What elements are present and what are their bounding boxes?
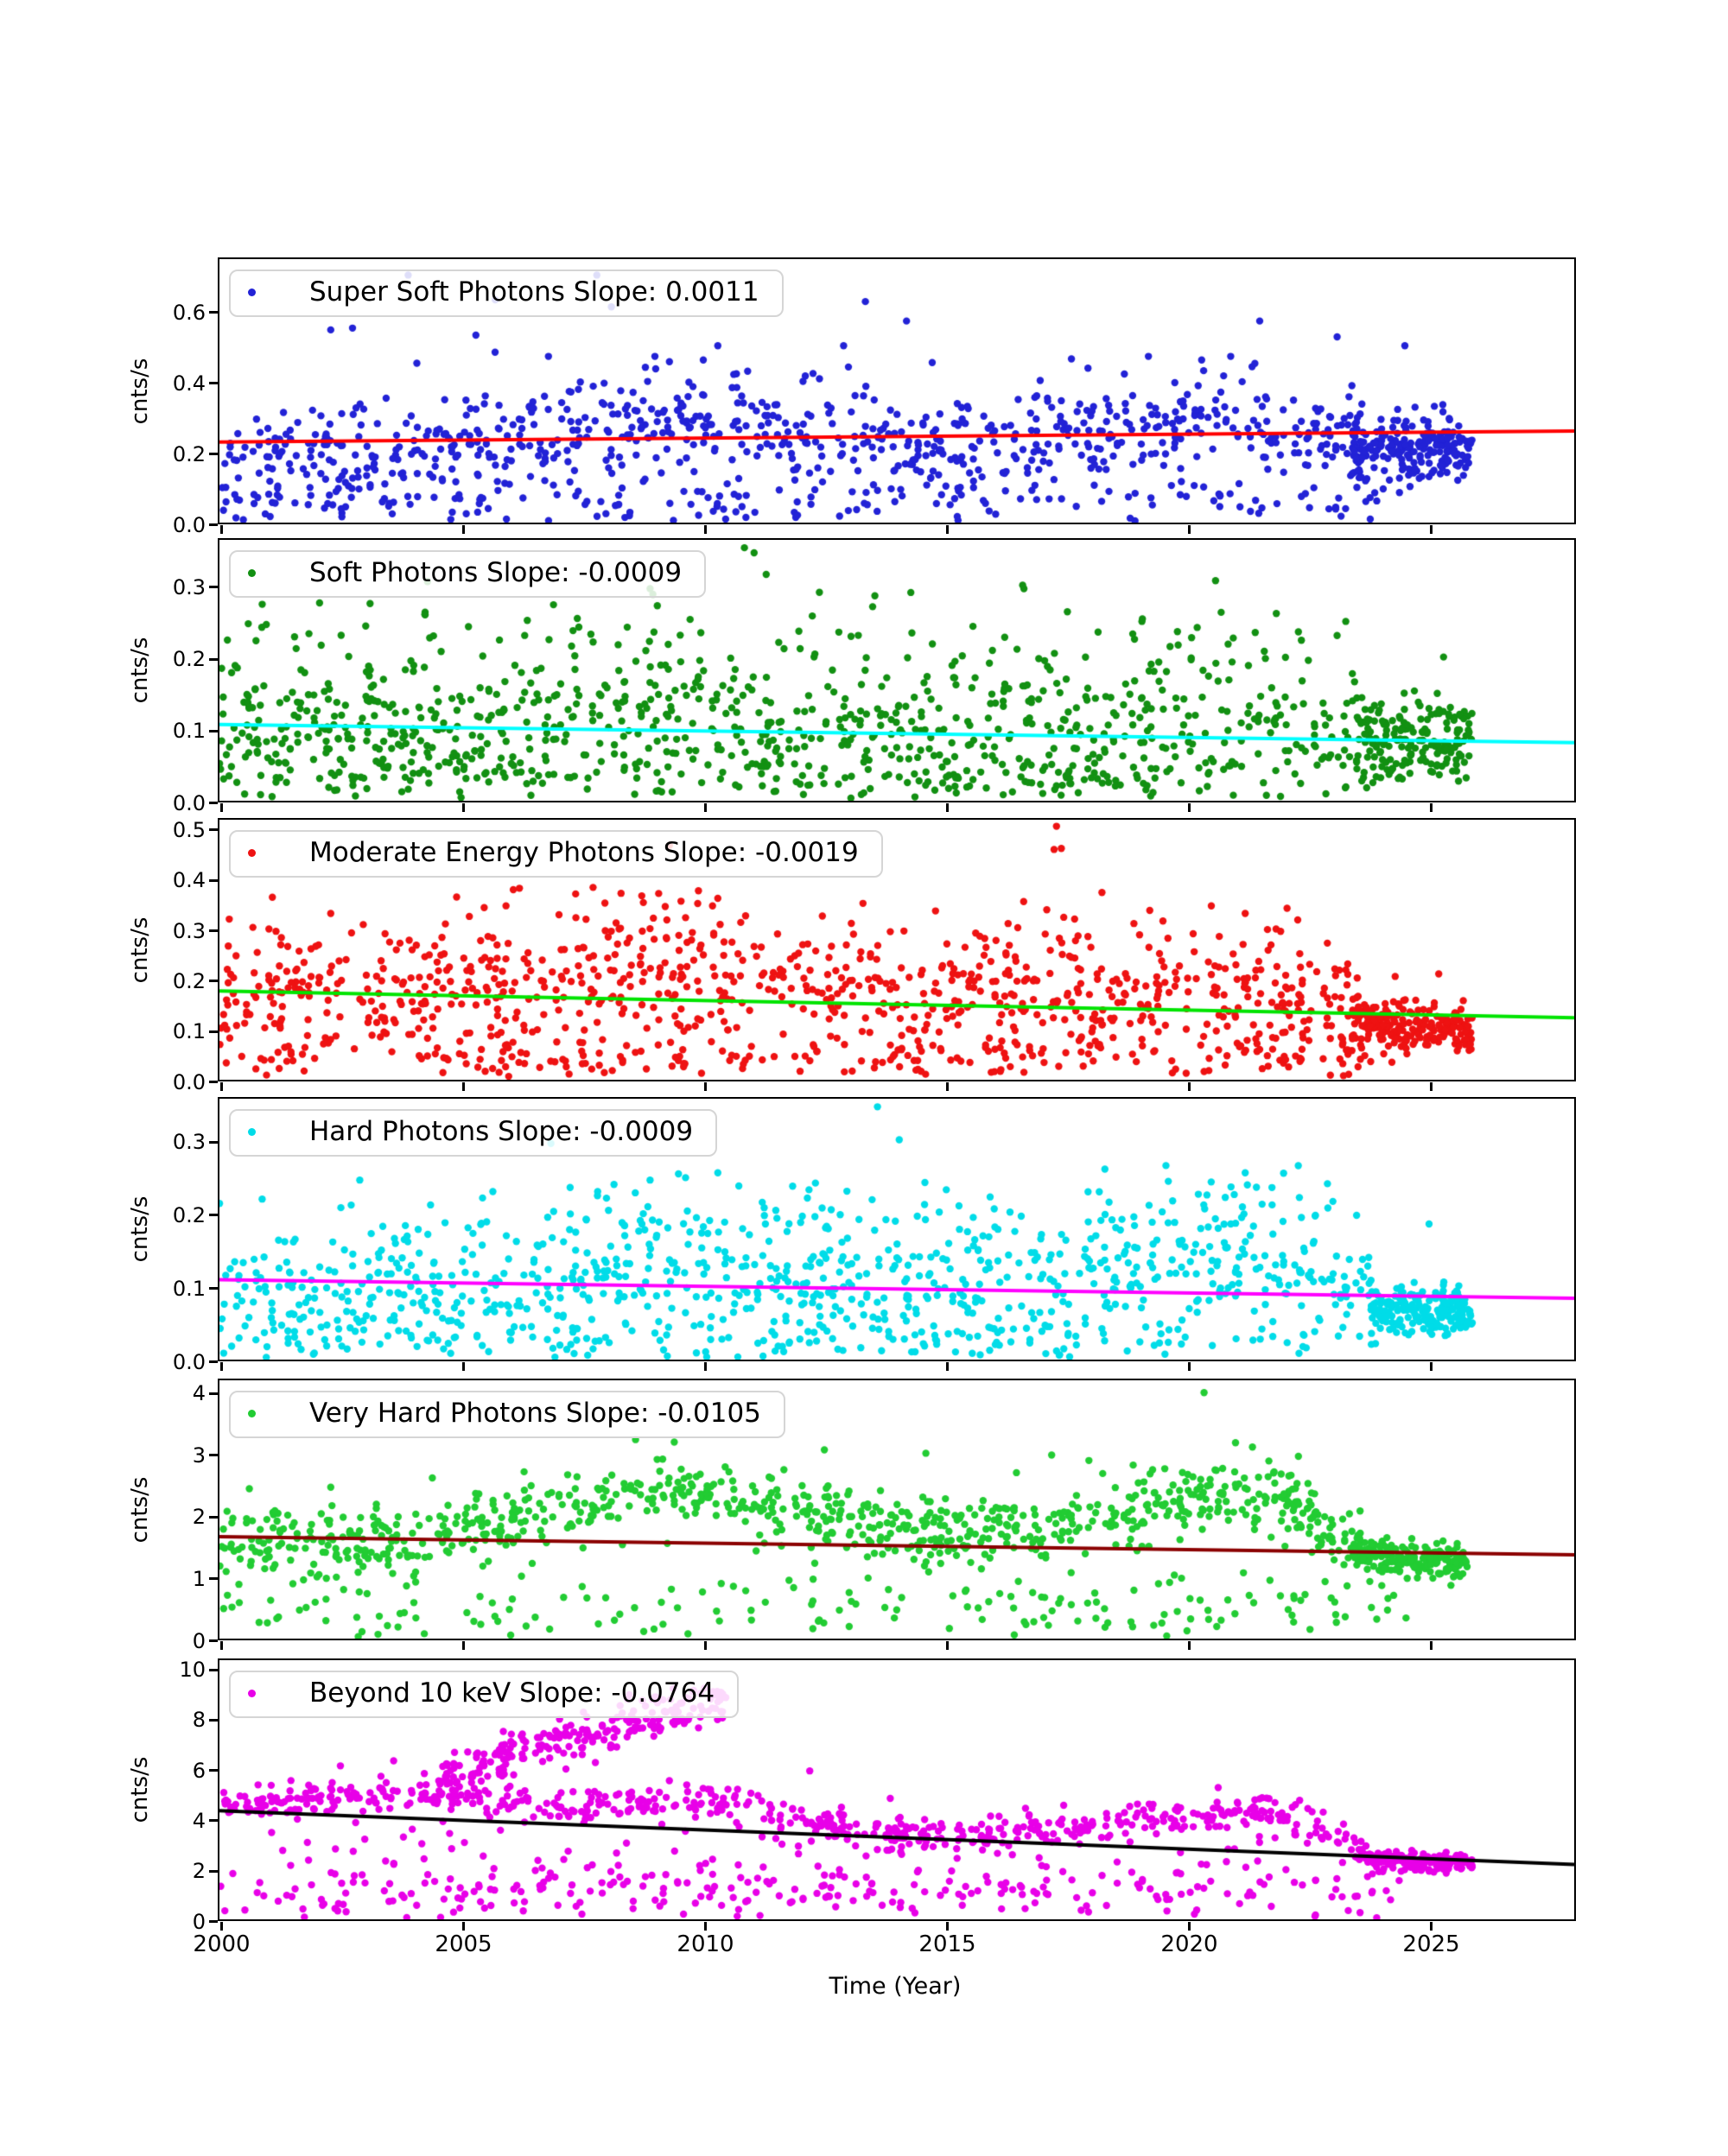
y-tick-label: 4 — [192, 1808, 206, 1833]
x-tick-mark — [1430, 1082, 1433, 1091]
x-tick-label: 2010 — [677, 1931, 734, 1957]
y-axis-label: cnts/s — [127, 1476, 153, 1543]
legend-marker-dot — [248, 1128, 256, 1136]
x-tick-label: 2015 — [918, 1931, 976, 1957]
x-tick-mark — [462, 1362, 465, 1371]
x-tick-mark — [462, 803, 465, 812]
y-tick-label: 0.4 — [172, 868, 206, 893]
y-tick-label: 0.3 — [172, 918, 206, 943]
x-tick-mark — [1430, 1362, 1433, 1371]
x-tick-mark — [704, 1362, 707, 1371]
x-tick-mark — [704, 1082, 707, 1091]
y-tick-label: 0.6 — [172, 300, 206, 325]
y-tick-mark — [209, 1360, 218, 1363]
panel-hard-photons — [127, 1097, 1576, 1374]
x-tick-mark — [1188, 525, 1191, 534]
x-tick-mark — [946, 1641, 949, 1650]
x-axis-label: Time (Year) — [829, 1973, 962, 2000]
x-tick-mark — [462, 525, 465, 534]
legend-label: Hard Photons Slope: -0.0009 — [309, 1116, 694, 1147]
y-axis-label: cnts/s — [127, 358, 153, 424]
y-tick-mark — [209, 828, 218, 831]
y-tick-mark — [209, 311, 218, 314]
y-tick-label: 0.0 — [172, 512, 206, 537]
legend-hard — [229, 1109, 717, 1157]
y-tick-label: 0.5 — [172, 817, 206, 842]
y-tick-label: 1 — [192, 1566, 206, 1591]
x-tick-mark — [946, 525, 949, 534]
y-axis-label: cnts/s — [127, 1756, 153, 1823]
y-tick-mark — [209, 1392, 218, 1395]
y-tick-label: 0.3 — [172, 574, 206, 599]
y-tick-mark — [209, 523, 218, 526]
legend-label: Moderate Energy Photons Slope: -0.0019 — [309, 837, 859, 868]
y-tick-mark — [209, 879, 218, 882]
x-tick-mark — [1430, 1922, 1433, 1931]
y-tick-mark — [209, 1870, 218, 1873]
legend-very-hard — [229, 1391, 785, 1438]
x-tick-mark — [704, 525, 707, 534]
legend-moderate — [229, 830, 883, 878]
y-tick-mark — [209, 1719, 218, 1722]
x-tick-mark — [704, 1922, 707, 1931]
y-tick-mark — [209, 658, 218, 661]
y-tick-label: 0.2 — [172, 968, 206, 993]
y-axis-label: cnts/s — [127, 916, 153, 983]
x-tick-mark — [1430, 803, 1433, 812]
y-tick-mark — [209, 1454, 218, 1456]
panel-very-hard-photons — [127, 1379, 1576, 1653]
x-tick-mark — [1188, 1082, 1191, 1091]
y-tick-mark — [209, 1669, 218, 1671]
x-tick-mark — [946, 1362, 949, 1371]
legend-beyond-10kev — [229, 1671, 739, 1718]
legend-soft — [229, 550, 706, 598]
y-axis-label: cnts/s — [127, 637, 153, 704]
y-tick-label: 4 — [192, 1381, 206, 1406]
y-tick-label: 0.0 — [172, 790, 206, 815]
x-tick-label: 2005 — [435, 1931, 492, 1957]
panel-super-soft-photons — [127, 257, 1576, 537]
legend-label: Super Soft Photons Slope: 0.0011 — [309, 276, 759, 308]
y-tick-mark — [209, 730, 218, 732]
legend-marker-dot — [248, 849, 256, 857]
legend-marker-dot — [248, 289, 256, 296]
x-tick-mark — [1188, 1362, 1191, 1371]
y-tick-label: 6 — [192, 1758, 206, 1783]
y-tick-label: 0.4 — [172, 371, 206, 396]
x-tick-mark — [1430, 1641, 1433, 1650]
y-tick-label: 2 — [192, 1859, 206, 1884]
x-tick-mark — [1430, 525, 1433, 534]
x-tick-mark — [704, 1641, 707, 1650]
legend-super-soft — [229, 270, 784, 317]
y-tick-mark — [209, 453, 218, 455]
y-tick-label: 0.0 — [172, 1069, 206, 1094]
y-tick-label: 0.2 — [172, 1202, 206, 1227]
y-tick-label: 0.1 — [172, 719, 206, 744]
y-tick-mark — [209, 586, 218, 588]
x-tick-label: 2020 — [1160, 1931, 1218, 1957]
x-tick-mark — [462, 1922, 465, 1931]
x-tick-mark — [704, 803, 707, 812]
legend-label: Soft Photons Slope: -0.0009 — [309, 557, 683, 588]
x-tick-mark — [220, 803, 223, 812]
y-tick-label: 10 — [179, 1658, 206, 1683]
legend-marker-dot — [248, 1410, 256, 1417]
y-tick-label: 2 — [192, 1505, 206, 1530]
y-tick-label: 0.2 — [172, 647, 206, 672]
y-tick-mark — [209, 382, 218, 384]
y-tick-label: 8 — [192, 1708, 206, 1733]
x-tick-mark — [220, 1082, 223, 1091]
y-tick-mark — [209, 1141, 218, 1144]
legend-label: Beyond 10 keV Slope: -0.0764 — [309, 1677, 715, 1709]
y-tick-mark — [209, 1214, 218, 1216]
legend-label: Very Hard Photons Slope: -0.0105 — [309, 1398, 761, 1429]
y-tick-label: 0 — [192, 1628, 206, 1653]
y-tick-label: 0.1 — [172, 1276, 206, 1301]
y-tick-mark — [209, 1516, 218, 1519]
y-tick-label: 0.1 — [172, 1019, 206, 1044]
y-tick-label: 0.2 — [172, 441, 206, 466]
y-tick-label: 0.3 — [172, 1130, 206, 1154]
y-tick-label: 0.0 — [172, 1349, 206, 1374]
y-tick-label: 3 — [192, 1443, 206, 1468]
x-tick-label: 2000 — [193, 1931, 251, 1957]
x-tick-mark — [946, 803, 949, 812]
y-tick-mark — [209, 1819, 218, 1822]
y-tick-mark — [209, 980, 218, 982]
panel-beyond-10kev — [127, 1658, 1576, 1957]
y-tick-mark — [209, 1081, 218, 1083]
x-tick-mark — [220, 1362, 223, 1371]
y-axis-label: cnts/s — [127, 1195, 153, 1263]
x-tick-mark — [1188, 1641, 1191, 1650]
y-tick-mark — [209, 1639, 218, 1642]
y-tick-mark — [209, 1030, 218, 1033]
x-tick-mark — [1188, 1922, 1191, 1931]
x-tick-mark — [946, 1922, 949, 1931]
panel-soft-photons — [127, 538, 1576, 815]
y-tick-mark — [209, 1287, 218, 1290]
x-tick-mark — [220, 1641, 223, 1650]
x-tick-mark — [946, 1082, 949, 1091]
y-tick-mark — [209, 1920, 218, 1923]
x-tick-mark — [1188, 803, 1191, 812]
x-tick-mark — [220, 1922, 223, 1931]
y-tick-mark — [209, 929, 218, 932]
y-tick-label: 0 — [192, 1909, 206, 1934]
legend-marker-dot — [248, 569, 256, 577]
y-tick-mark — [209, 802, 218, 804]
legend-marker-dot — [248, 1690, 256, 1697]
x-tick-mark — [220, 525, 223, 534]
y-tick-mark — [209, 1577, 218, 1580]
x-tick-label: 2025 — [1402, 1931, 1460, 1957]
x-tick-mark — [462, 1082, 465, 1091]
panel-moderate-energy-photons — [127, 817, 1576, 1094]
x-tick-mark — [462, 1641, 465, 1650]
y-tick-mark — [209, 1769, 218, 1772]
